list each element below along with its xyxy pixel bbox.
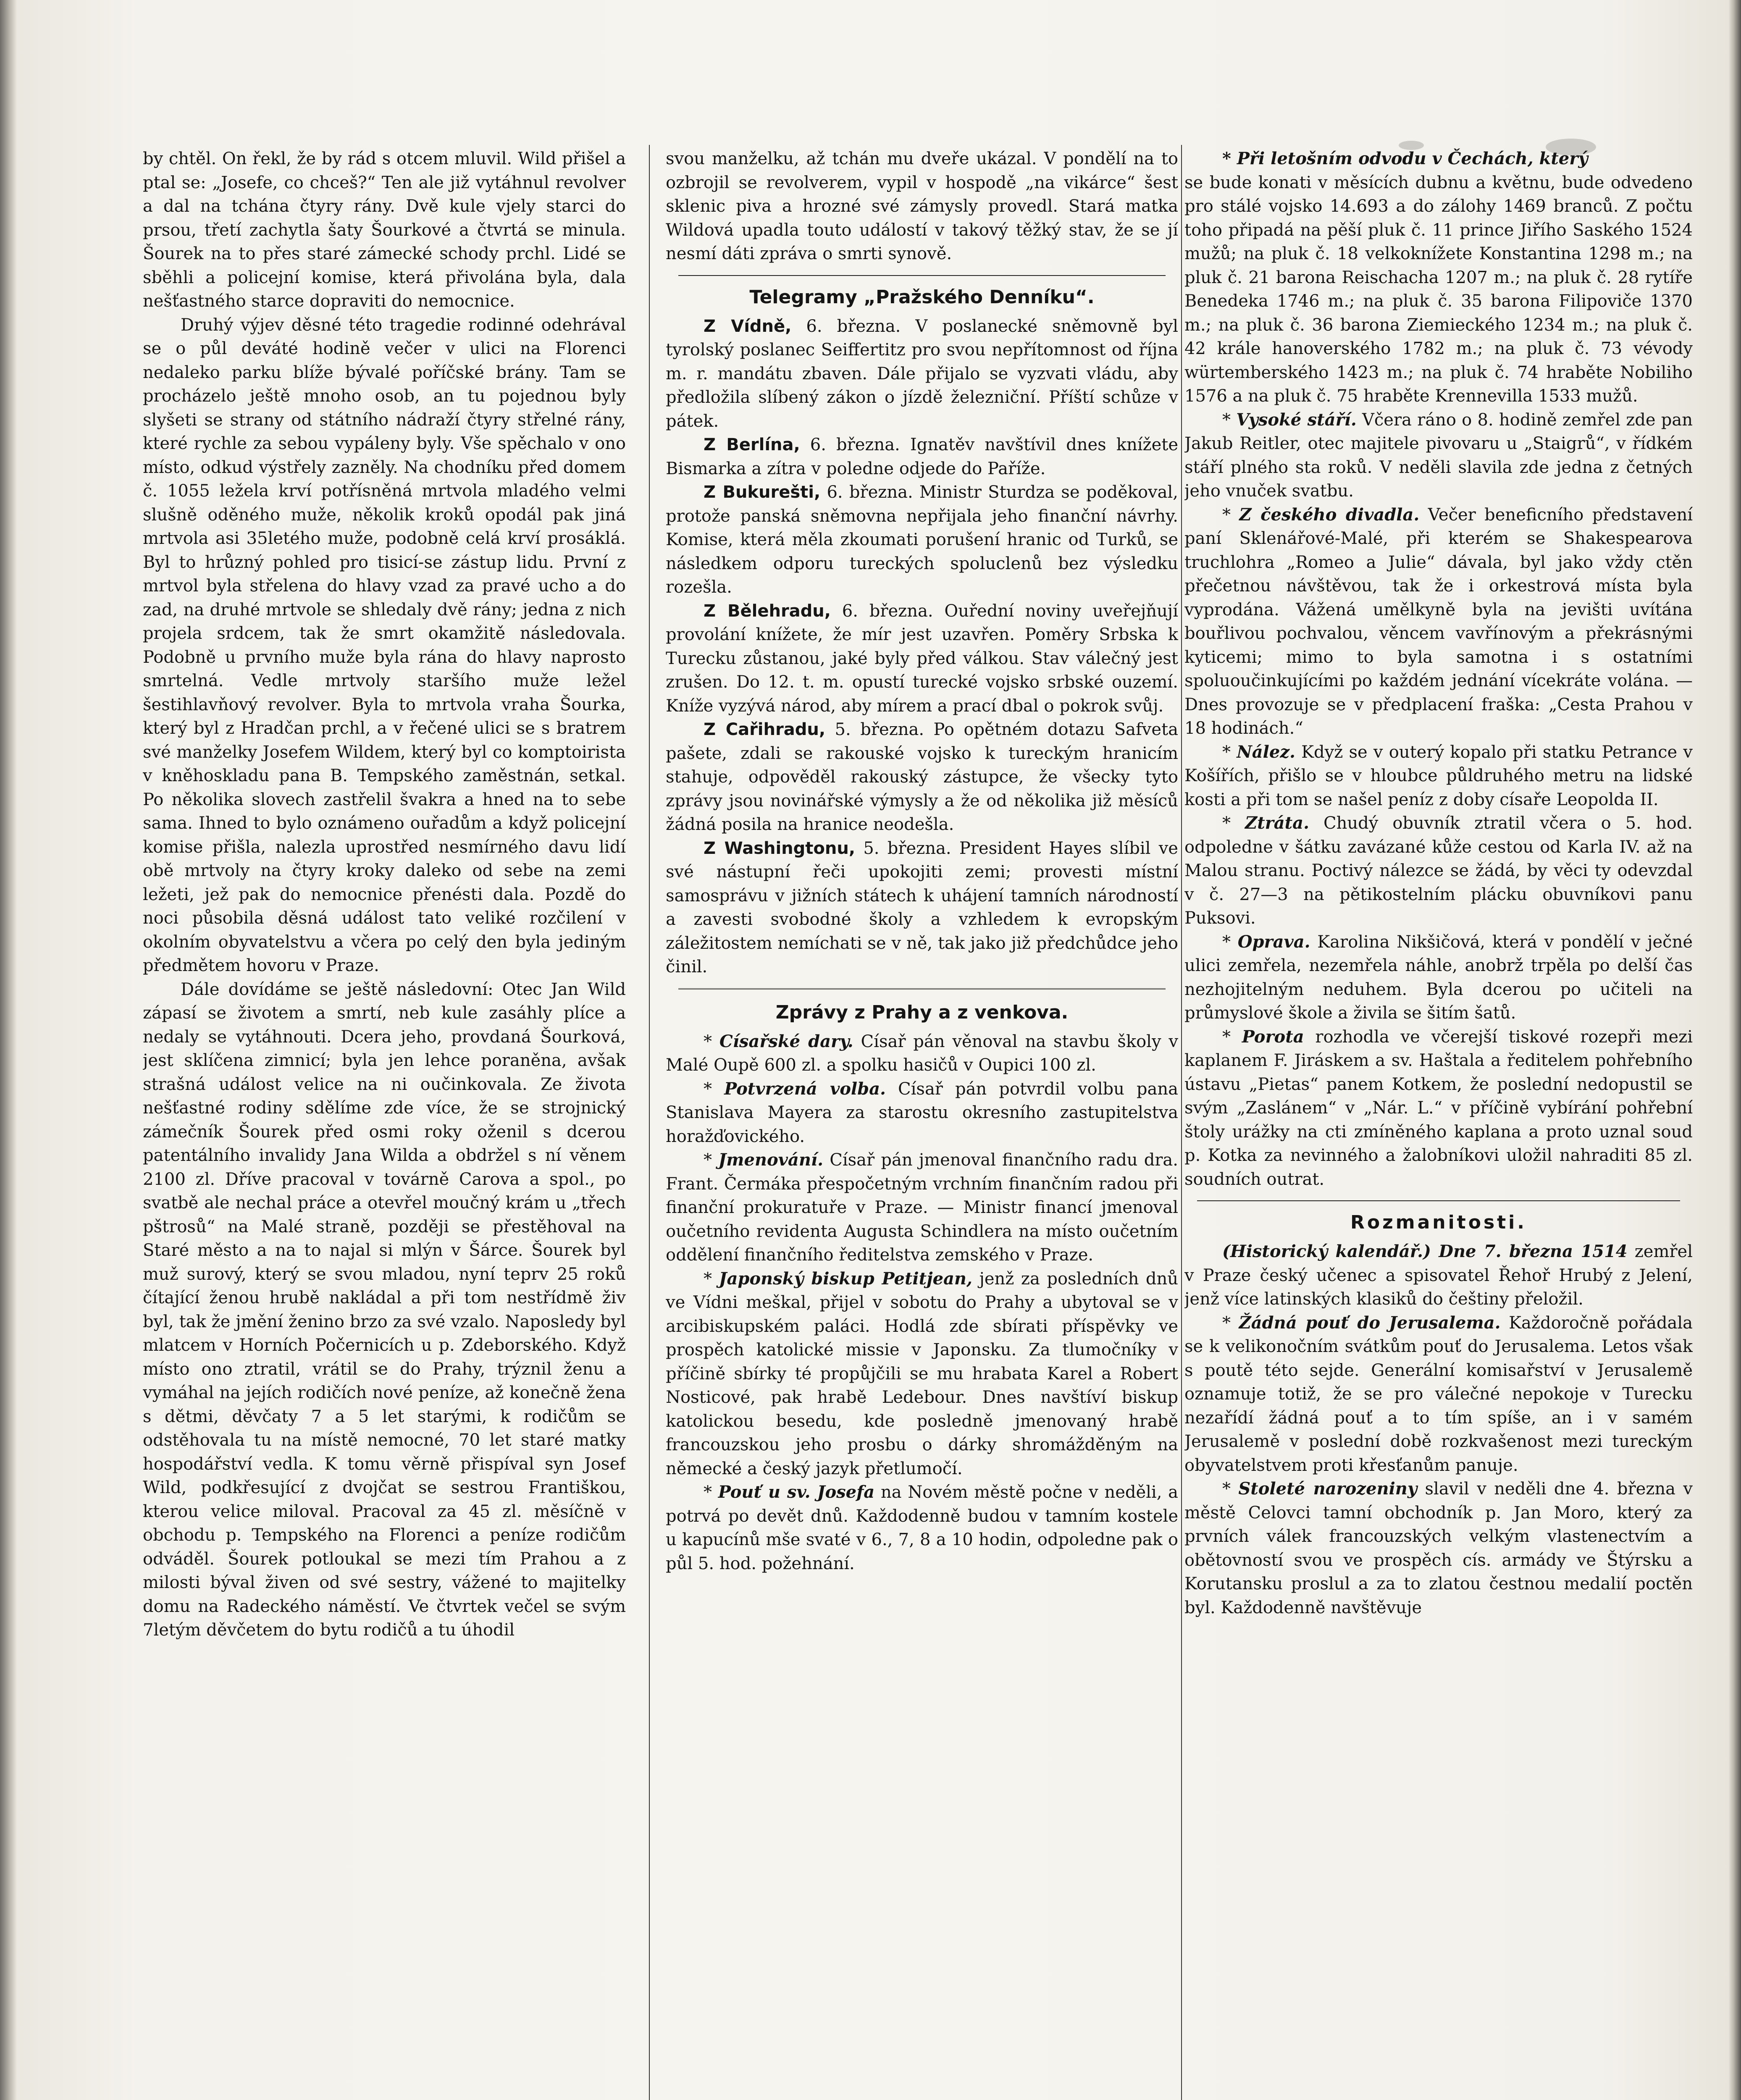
prague-news-list [666, 1030, 1178, 1576]
news-item: * Císařské dary. Císař pán věnoval na stavbu školy v Malé Oupě 600 zl. a spolku hasičů v Oupici 100 zl. [666, 1031, 1178, 1075]
news-item: * Pouť u sv. Josefa na Novém městě počne v neděli, a potrvá po devět dnů. Každodenně budou v tamním kostele u kapucínů mše svaté v 6., 7, 8 a 10 hodin, odpoledne pak o půl 5. hod. požehnání. [666, 1482, 1178, 1573]
news-item-continued [1184, 147, 1693, 171]
column-3 [1184, 147, 1693, 2100]
section-divider [678, 988, 1166, 991]
news-item: * Vysoké stáří. Včera ráno o 8. hodině zemřel zde pan Jakub Reitler, otec majitele pivovaru u „Staigrů“, v řídkém stáří plného sta roků. V neděli slavila zde jedna z četných jeho vnuček svatbu. [1184, 410, 1693, 501]
news-item: * Porota rozhodla ve včerejší tiskové rozepři mezi kaplanem F. Jiráskem a sv. Haštala a ředitelem pohřebního ústavu „Pietas“ panem Kotkem, že poslední nedopustil se svým „Zaslánem“ v „Nár. L.“ v příčině vybírání pohřební štoly urážky na cti zmíněného kaplana a proto uznal soud p. Kotka za nevinného a žalobníkovi uložil nahraditi 85 zl. soudních outrat. [1184, 1026, 1693, 1189]
news-item-title: Žádná pouť do Jerusalema. [1239, 1312, 1501, 1333]
news-item-text: 6. března. Ouřední noviny uveřejňují provolání knížete, že mír jest uzavřen. Poměry Srbska k Turecku zůstanou, jaké byly před válkou. Stav válečný jest zrušen. Do 12. t. m. opustí turecké vojsko srbské ouzemí. Kníže vyzývá národ, aby mírem a prací dbal o pokrok svůj. [666, 601, 1178, 716]
news-item-text: Včera ráno o 8. hodině zemřel zde pan Jakub Reitler, otec majitele pivovaru u „Staigrů“, v řídkém stáří plného sta roků. V neděli slavila zde jedna z četných jeho vnuček svatbu. [1184, 410, 1693, 501]
telegram-dateline: Z Washingtonu, [704, 838, 856, 858]
news-item: * Nález. Když se v outerý kopalo při statku Petrance v Košířích, přišlo se v hloubce půldruhého metru na lidské kosti a při tom se našel peníz z doby císaře Leopolda II. [1184, 742, 1693, 809]
news-item [666, 837, 1178, 979]
news-item [666, 599, 1178, 718]
historical-calendar-item [1184, 1240, 1693, 1311]
news-item-text: 5. března. President Hayes slíbil ve své nástupní řeči upokojiti zemi; provesti místní samosprávu v jižních státech k uhájení tamních národností a zavesti svobodné školy a vzhledem k evropským záležitostem nemíchati se v ně, tak jako již předchůdce jeho činil. [666, 838, 1178, 976]
news-item: * Potvrzená volba. Císař pán potvrdil volbu pana Stanislava Mayera za starostu okresního zastupitelstva horažďovického. [666, 1079, 1178, 1146]
news-item: * Jmenování. Císař pán jmenoval finančního radu dra. Frant. Čermáka přespočetným vrchním finančním radou při finanční prokuratuře v Praze. — Ministr financí jmenoval oučetního revidenta Augusta Schindlera na místo oučetním oddělení finančního ředitelstva zemského v Praze. [666, 1150, 1178, 1265]
article-text: by chtěl. On řekl, že by rád s otcem mluvil. Wild přišel a ptal se: „Josefe, co chceš?“ Ten ale již vytáhnul revolver a dal na tchána čtyry rány. Dvě kule vjely starci do prsou, třetí zachytla šaty Šourkové a čtvrtá se minula. Šourek na to přes staré zámecké schody prchl. Lidé se sběhli a policejní komise, která přivolána byla, dala nešťastného starce dopraviti do nemocnice. [143, 149, 626, 311]
miscellany-heading: Rozmanitosti. [1350, 1212, 1527, 1233]
article-text: svou manželku, až tchán mu dveře ukázal. V pondělí na to ozbrojil se revolverem, vypil v hospodě „na vikárce“ šest sklenic piva a hrozné své zámysly provedl. Stará matka Wildová upadla touto událostí v takový těžký stav, že se jí nesmí dáti zpráva o smrti synově. [666, 149, 1178, 263]
telegrams-list [666, 315, 1178, 979]
news-item-text: Chudý obuvník ztratil včera o 5. hod. odpoledne v šátku zavázané kůže cestou od Karla IV. až na Malou stranu. Poctivý nálezce se žádá, by věci ty odevzdal v č. 27—3 na pětikostelním plácku obuvníkovi panu Puksovi. [1184, 814, 1693, 928]
news-item-text: 6. března. Ministr Sturdza se poděkoval, protože panská sněmovna nepřijala jeho finanční návrhy. Komise, která měla zkoumati porušení hranic od Turků, se následkem odporu tureckých spoluclenů bez výsledku rozešla. [666, 483, 1178, 597]
news-item-text: zemřel v Praze český učenec a spisovatel Řehoř Hrubý z Jelení, jenž více latinských klasiků do češtiny přeložil. [1184, 1242, 1693, 1309]
news-item [1184, 171, 1693, 408]
column-rule-2 [1181, 145, 1182, 2100]
news-item-title: Japonský biskup Petitjean, [719, 1268, 972, 1289]
news-item-text: rozhodla ve včerejší tiskové rozepři mezi kaplanem F. Jiráskem a sv. Haštala a ředitelem pohřebního ústavu „Pietas“ panem Kotkem, že poslední nedopustil se svým „Zaslánem“ v „Nár. L.“ v příčině vybírání pohřební štoly urážky na cti zmíněného kaplana a proto uznal soud p. Kotka za nevinného a žalobníkovi uložil nahraditi 85 zl. soudních outrat. [1184, 1027, 1693, 1189]
news-item-text: Císař pán jmenoval finančního radu dra. Frant. Čermáka přespočetným vrchním finančním radou při finanční prokuratuře v Praze. — Ministr financí jmenoval oučetního revidenta Augusta Schindlera na místo oučetním oddělení finančního ředitelstva zemského v Praze. [666, 1150, 1178, 1265]
news-item-text: slavil v neděli dne 4. března v městě Celovci tamní obchodník p. Jan Moro, který za prvních válek francouzských velkým vlastenectvím a obětovností svou ve prospěch cís. armády ve Štýrsku a Korutansku proslul a za to zlatou čestnou medalií poctěn byl. Každodenně navštěvuje [1184, 1479, 1693, 1617]
news-item: * Žádná pouť do Jerusalema. Každoročně pořádala se k velikonočním svátkům pouť do Jerusalema. Letos však s poutě této sejde. Generální komisařství v Jerusalemě oznamuje totiž, že se pro válečné nepokoje v Turecku nezařídí žádná pouť a to tím spíše, an i v samém Jerusalemě v poslední době rozkvašenost mezi tureckým obyvatelstvem proti křesťanům panuje. [1184, 1312, 1693, 1475]
news-item: * Ztráta. Chudý obuvník ztratil včera o 5. hod. odpoledne v šátku zavázané kůže cestou od Karla IV. až na Malou stranu. Poctivý nálezce se žádá, by věci ty odevzdal v č. 27—3 na pětikostelním plácku obuvníkovi panu Puksovi. [1184, 813, 1693, 928]
column-rule-1 [649, 145, 650, 2100]
news-item-text: Večer beneficního představení paní Sklenářové-Malé, při kterém se Shakespearova truchlohra „Romeo a Julie“ dávala, byl jako vždy ctěn přečetnou návštěvou, tak že i orkestrová místa byla vyprodána. Vážená umělkyně byla na jevišti uvítána bouřlivou pochvalou, věncem vavřínovým a překrásnými kyticemi; mimo to byla samotna i s ostatními spoluoučinkujícími po každém jednání vícekráte volána. — Dnes provozuje se v předplacení fraška: „Cesta Prahou v 18 hodinách.“ [1184, 505, 1693, 738]
column-1 [143, 147, 626, 2100]
news-item-title: * Při letošním odvodu v Čechách, který [1222, 149, 1588, 168]
news-item-text: jenž za posledních dnů ve Vídni meškal, přijel v sobotu do Prahy a ubytoval se v arcibiskupském paláci. Hodlá zde sbírati příspěvky ve prospěch katolické missie v Japonsku. Za tlumočníky v příčině sbírky té propůjčili se mu hrabata Karel a Robert Nosticové, pak hrabě Ledebour. Dnes navštíví biskup katolickou besedu, kde posledně jmenovaný hrabě francouzskou jeho prosbu o dárky shromážděným na německé a český jazyk přetlumočí. [666, 1269, 1178, 1478]
prague-news-heading: Zprávy z Prahy a z venkova. [775, 1001, 1069, 1023]
news-item-title: Potvrzená volba. [724, 1079, 886, 1099]
news-item-title: Z českého divadla. [1239, 504, 1420, 525]
news-item [666, 315, 1178, 433]
news-item-text: Císař pán věnoval na stavbu školy v Malé Oupě 600 zl. a spolku hasičů v Oupici 100 zl. [666, 1032, 1178, 1075]
page-binding-right [1728, 0, 1741, 2100]
column-2 [666, 147, 1178, 2100]
telegram-dateline: Z Bukurešti, [704, 483, 821, 502]
news-item-title: Oprava. [1237, 932, 1310, 952]
news-item [666, 718, 1178, 837]
news-item-text: na Novém městě počne v neděli, a potrvá po devět dnů. Každodenně budou v tamním kostele u kapucínů mše svaté v 6., 7, 8 a 10 hodin, odpoledne pak o půl 5. hod. požehnání. [666, 1483, 1178, 1573]
news-item: * Japonský biskup Petitjean, jenž za posledních dnů ve Vídni meškal, přijel v sobotu do Prahy a ubytoval se v arcibiskupském paláci. Hodlá zde sbírati příspěvky ve prospěch katolické missie v Japonsku. Za tlumočníky v příčině sbírky té propůjčili se mu hrabata Karel a Robert Nosticové, pak hrabě Ledebour. Dnes navštíví biskup katolickou besedu, kde posledně jmenovaný hrabě francouzskou jeho prosbu o dárky shromážděným na německé a český jazyk přetlumočí. [666, 1268, 1178, 1478]
news-item-text: 5. března. Po opětném dotazu Safveta pašete, zdali se rakouské vojsko k tureckým hranicím stahuje, odpověděl rakouský zástupce, že všecky tyto zprávy jsou novinářské výmysly a že od několika již měsíců žádná posila na hranice neodešla. [666, 720, 1178, 834]
miscellany-list [1184, 1311, 1693, 1620]
news-item-text: 6. března. Ignatěv navštívil dnes knížete Bismarka a zítra v poledne odjede do Paříže. [666, 435, 1178, 478]
news-items-list [1184, 171, 1693, 1192]
news-item-title: Císařské dary. [719, 1031, 853, 1051]
news-item-title: Porota [1242, 1026, 1304, 1047]
page-binding-left [0, 0, 17, 2100]
section-divider [1197, 1200, 1680, 1201]
article-text: Dále dovídáme se ještě následovní: Otec Jan Wild zápasí se životem a smrtí, neb kule zasáhly plíce a nedaly se vytáhnouti. Dcera jeho, provdaná Šourková, jest sklíčena zimnicí; byla jen lehce poraněna, avšak strašná událost velice na ni oučinkovala. Ze života nešťastné rodiny sdělíme zde více, že se strojnický zámečník Šourek před osmi roky oženil s dcerou patentálního invalidy Jana Wilda a obdržel s ní věnem 2100 zl. Dříve pracoval v továrně Carova a spol., po svatbě ale nechal práce a otevřel moučný krám u „třech pštrosů“ na Malé straně, později se přestěhoval na Staré město a na to najal si mlýn v Šárce. Šourek byl muž surový, který se svou mladou, nyní teprv 25 roků čítající ženou hrubě nakládal a při tom nestřídmě živ byl, tak že jmění ženino brzo za své vzalo. Naposledy byl mlatcem v Horních Počernicích u p. Zdeborského. Když místo ono ztratil, vrátil se do Prahy, trýznil ženu a vymáhal na jejích rodičích nové peníze, až konečně žena s dětmi, děvčaty 7 a 5 let starými, k rodičům se odstěhovala tu na místě nemocné, 70 let staré matky hospodářství vedla. K tomu věrně přispíval syn Josef Wild, podkřesující z dvojčat se sestrou Františkou, kterou velice miloval. Pracoval za 45 zl. měsíčně v obchodu p. Tempského na Florenci a peníze rodičům odváděl. Šourek potloukal se mezi tím Prahou a z milosti býval živen od své sestry, vážené to majitelky domu na Radeckého náměstí. Ve čtvrtek večel se svým 7letým děvčetem do bytu rodičů a tu úhodil [143, 979, 626, 1640]
news-item [666, 433, 1178, 480]
news-item-title: Stoleté narozeniny [1238, 1479, 1418, 1499]
news-item-title: Nález. [1237, 742, 1295, 762]
section-divider [678, 275, 1166, 276]
news-item-title: Vysoké stáří. [1236, 410, 1357, 430]
news-item-date: Dne 7. března 1514 [1431, 1242, 1628, 1261]
telegram-dateline: Z Vídně, [704, 316, 792, 336]
news-item-text: 6. března. V poslanecké sněmovně byl tyrolský poslanec Seiffertitz pro svou nepřítomnost od října m. r. mandátu zbaven. Dále přijalo se vyzvati vládu, aby předložila slíbený zákon o jízdě železniční. Příští schůze v pátek. [666, 316, 1178, 431]
telegram-dateline: Z Cařihradu, [704, 720, 826, 739]
news-item-text: Císař pán potvrdil volbu pana Stanislava Mayera za starostu okresního zastupitelstva horažďovického. [666, 1079, 1178, 1146]
news-item-title: Jmenování. [718, 1150, 824, 1170]
article-text: Druhý výjev děsné této tragedie rodinné odehrával se o půl deváté hodině večer v ulici na Florenci nedaleko parku blíže bývalé poříčské brány. Tam se procházelo ještě mnoho osob, an tu pojednou byly slyšeti se strany od státního nádraží čtyry střelné rány, které rychle za sebou vypáleny byly. Vše spěchalo v ono místo, odkud výstřely zazněly. Na chodníku před domem č. 1055 ležela krví potřísněná mrtvola mladého velmi slušně oděného muže, několik kroků opodál pak jiná mrtvola asi 35letého muže, podobně celá krví prosáklá. Byl to hrůzný pohled pro tisicí-se zástup lidu. První z mrtvol byla střelena do hlavy vzad za pravé ucho a do zad, na druhé mrtvole se shledaly dvě rány; jedna z nich projela srdcem, tak že smrt okamžitě následovala. Podobně u prvního muže byla rána do hlavy naprosto smrtelná. Vedle mrtvoly staršího muže ležel šestihlavňový revolver. Byla to mrtvola vraha Šourka, který byl z Hradčan prchl, a v řečené ulici se s bratrem své manželky Josefem Wildem, který byl co komptoirista v kněhoskladu pana B. Tempského zaměstnán, setkal. Po několika slovech zastřelil švakra a hned na to sebe sama. Ihned to bylo oznámeno ouřadům a když policejní komise přišla, nalezla uprostřed nesmírného davu lidí obě mrtvoly na čtyry kroky daleko od sebe na zemi ležeti, jež pak do nemocnice přenésti dala. Pozdě do noci působila děsná událost tato veliké rozčilení v okolním obyvatelstvu a včera po celý den byla jediným předmětem hovoru v Praze. [143, 315, 626, 975]
news-item-text: Karolina Nikšičová, která v pondělí v ječné ulici zemřela, nezemřela náhle, anobrž trpěla po delší čas nezhojitelným neduhem. Byla dcerou po učiteli na průmyslové škole a živila se šitím šatů. [1184, 932, 1693, 1023]
telegrams-heading: Telegramy „Pražského Denníku“. [749, 286, 1095, 308]
news-item-title: (Historický kalendář.) [1222, 1242, 1431, 1261]
news-item: * Oprava. Karolina Nikšičová, která v pondělí v ječné ulici zemřela, nezemřela náhle, anobrž trpěla po delší čas nezhojitelným neduhem. Byla dcerou po učiteli na průmyslové škole a živila se šitím šatů. [1184, 932, 1693, 1023]
news-item-text: se bude konati v měsících dubnu a květnu, bude odvedeno pro stálé vojsko 14.693 a do zálohy 1469 branců. Z počtu toho připadá na pěší pluk č. 11 prince Jiřího Saského 1524 mužů; na pluk č. 18 velkoknížete Konstantina 1298 m.; na pluk č. 21 barona Reischacha 1207 m.; na pluk č. 28 rytíře Benedeka 1746 m.; na pluk č. 35 barona Filipoviče 1370 m.; na pluk č. 36 barona Ziemieckého 1234 m.; na pluk č. 42 krále hanoverského 1782 m.; na pluk č. 73 vévody würtemberského 1423 m.; na pluk č. 74 hraběte Nobiliho 1576 a na pluk č. 75 hraběte Krennevilla 1533 mužů. [1184, 173, 1693, 406]
news-item-title: Pouť u sv. Josefa [718, 1482, 875, 1502]
news-item: * Stoleté narozeniny slavil v neděli dne 4. března v městě Celovci tamní obchodník p. Jan Moro, který za prvních válek francouzských velkým vlastenectvím a obětovností svou ve prospěch cís. armády ve Štýrsku a Korutansku proslul a za to zlatou čestnou medalií poctěn byl. Každodenně navštěvuje [1184, 1479, 1693, 1617]
telegram-dateline: Z Berlína, [704, 435, 800, 454]
news-item-title: Ztráta. [1245, 813, 1309, 833]
news-item: * Z českého divadla. Večer beneficního představení paní Sklenářové-Malé, při kterém se Shakespearova truchlohra „Romeo a Julie“ dávala, byl jako vždy ctěn přečetnou návštěvou, tak že i orkestrová místa byla vyprodána. Vážená umělkyně byla na jevišti uvítána bouřlivou pochvalou, věncem vavřínovým a překrásnými kyticemi; mimo to byla samotna i s ostatními spoluoučinkujícími po každém jednání vícekráte volána. — Dnes provozuje se v předplacení fraška: „Cesta Prahou v 18 hodinách.“ [1184, 504, 1693, 738]
telegram-dateline: Z Bělehradu, [704, 601, 831, 621]
news-item-text: Když se v outerý kopalo při statku Petrance v Košířích, přišlo se v hloubce půldruhého metru na lidské kosti a při tom se našel peníz z doby císaře Leopolda II. [1184, 742, 1693, 809]
news-item-text: Každoročně pořádala se k velikonočním svátkům pouť do Jerusalema. Letos však s poutě této sejde. Generální komisařství v Jerusalemě oznamuje totiž, že se pro válečné nepokoje v Turecku nezařídí žádná pouť a to tím spíše, an i v samém Jerusalemě v poslední době rozkvašenost mezi tureckým obyvatelstvem proti křesťanům panuje. [1184, 1313, 1693, 1475]
news-item [666, 480, 1178, 599]
